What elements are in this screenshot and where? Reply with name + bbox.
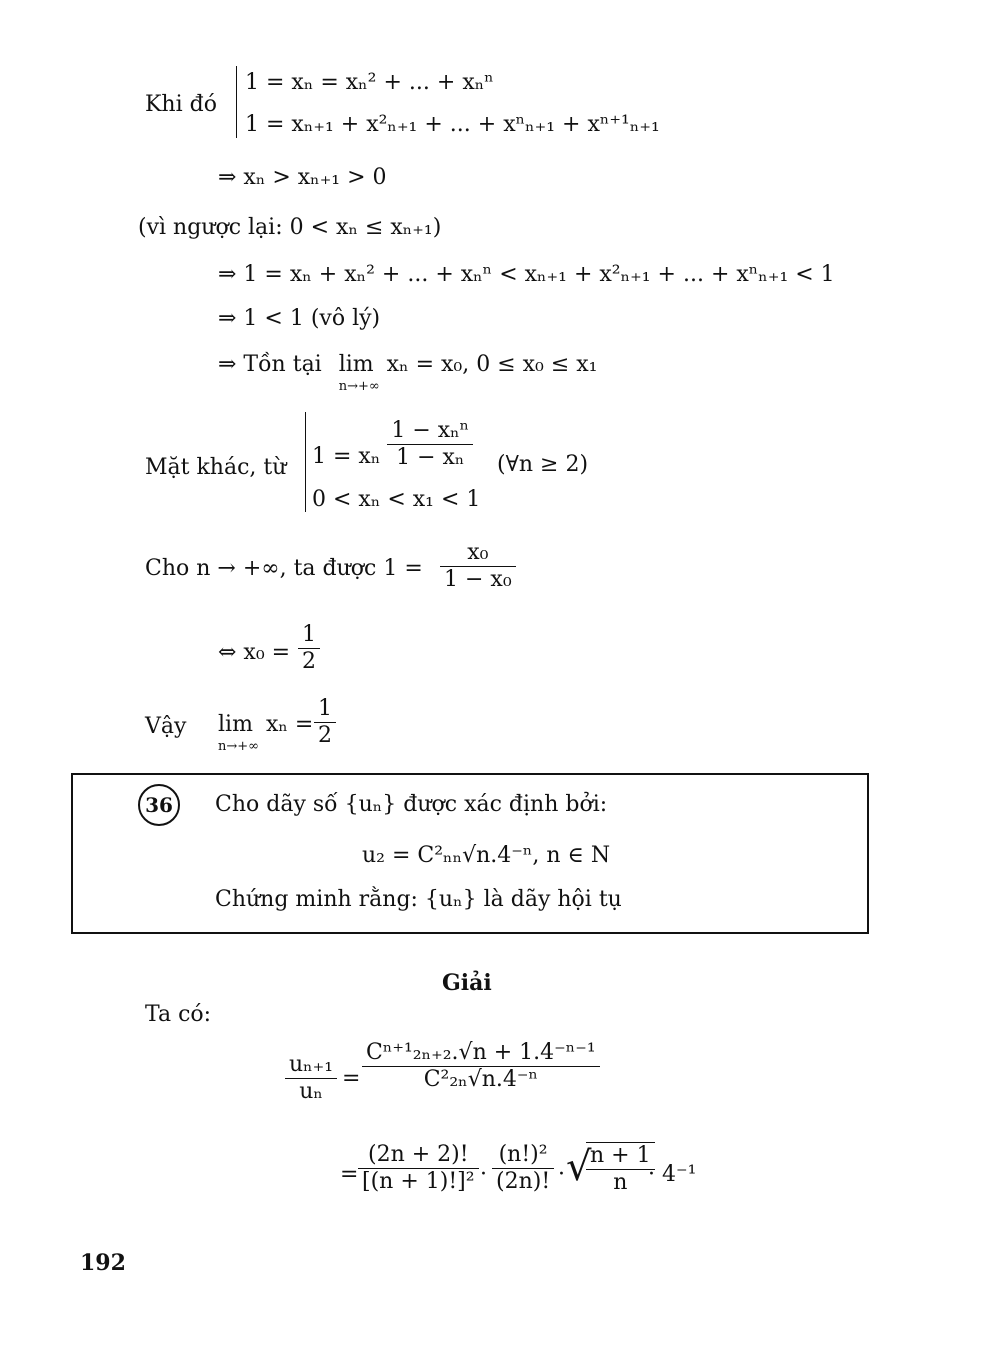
problem-number-badge: 36 [138,784,180,826]
condition-n-ge-2: (∀n ≥ 2) [497,452,589,477]
factor-3: $\frac{n + 1}{n}$ [586,1142,655,1196]
implies-line-4 [218,352,598,394]
equals-sign-1: = [342,1066,361,1091]
system-line-1: 1 = xₙ = xₙ² + ... + xₙⁿ [245,70,494,95]
problem-line-3: Chứng minh rằng: {uₙ} là dãy hội tụ [215,887,622,912]
fraction-x0: $\frac{\text{x₀}}{\text{1 − x₀}}$ [440,540,516,593]
solution-title: Giải [442,970,492,996]
dot-2: · [558,1162,565,1187]
ratio-lhs: $\frac{\text{uₙ₊₁}}{\text{uₙ}}$ [285,1052,337,1105]
fraction-1-minus-xn: $\frac{\text{1 − xₙⁿ}}{\text{1 − xₙ}}$ [387,418,473,471]
system2-line-1: 1 = xₙ $\frac{\text{1 − xₙⁿ}}{\text{1 − xₙ}}$ [312,418,473,471]
problem-line-1: Cho dãy số {uₙ} được xác định bởi: [215,792,608,817]
system-brace-1 [236,66,237,138]
khi-do-label: Khi đó [145,92,217,117]
vay-label: Vậy [145,714,187,739]
implies-line-1: ⇒ xₙ > xₙ₊₁ > 0 [218,165,387,190]
reason-line: (vì ngược lại: 0 < xₙ ≤ xₙ₊₁) [138,215,442,240]
lim-subscript-2: n→+∞ [218,739,259,754]
system-line-2: 1 = xₙ₊₁ + x²ₙ₊₁ + ... + xⁿₙ₊₁ + xⁿ⁺¹ₙ₊₁ [245,112,660,137]
page-number: 192 [80,1250,126,1276]
system2-line-2: 0 < xₙ < x₁ < 1 [312,487,481,512]
equals-sign-2: = [340,1162,359,1187]
implies-4-rest: xₙ = x₀, 0 ≤ x₀ ≤ x₁ [386,352,598,377]
cho-n-line: Cho n → +∞, ta được 1 = [145,556,423,581]
dot-1: · [480,1162,487,1187]
lim-operator: lim n→+∞ [339,352,374,378]
implies-line-2: ⇒ 1 = xₙ + xₙ² + ... + xₙⁿ < xₙ₊₁ + x²ₙ₊₁ + ... + xⁿₙ₊₁ < 1 [218,262,835,287]
implies-4-prefix: ⇒ Tồn tại [218,352,322,377]
lim-subscript: n→+∞ [338,379,380,394]
vay-lim: lim n→+∞ xₙ = [218,712,313,738]
factor-1: $\frac{(2n + 2)!}{\text{[(n + 1)!]²}}$ [358,1142,479,1195]
factor-4: · 4⁻¹ [648,1162,697,1187]
system-brace-2 [305,412,306,512]
equiv-line: ⇔ x₀ = [218,640,291,665]
solution-intro: Ta có: [145,1002,212,1027]
ratio-rhs: $\frac{\text{Cⁿ⁺¹₂ₙ₊₂.√n + 1.4⁻ⁿ⁻¹}}{\text{C²₂ₙ√n.4⁻ⁿ}}$ [362,1040,600,1093]
problem-formula: u₂ = C²ₙₙ√n.4⁻ⁿ, n ∈ N [362,843,611,868]
fraction-one-half-2: $\frac{1}{2}$ [314,696,336,749]
lim-operator-2: lim n→+∞ [218,712,253,738]
mat-khac-label: Mặt khác, từ [145,455,287,480]
factor-2: $\frac{\text{(n!)²}}{(2n)!}$ [492,1142,554,1195]
sqrt-sign: √ [566,1144,592,1190]
fraction-one-half-1: $\frac{1}{2}$ [298,622,320,675]
implies-line-3: ⇒ 1 < 1 (vô lý) [218,306,381,331]
